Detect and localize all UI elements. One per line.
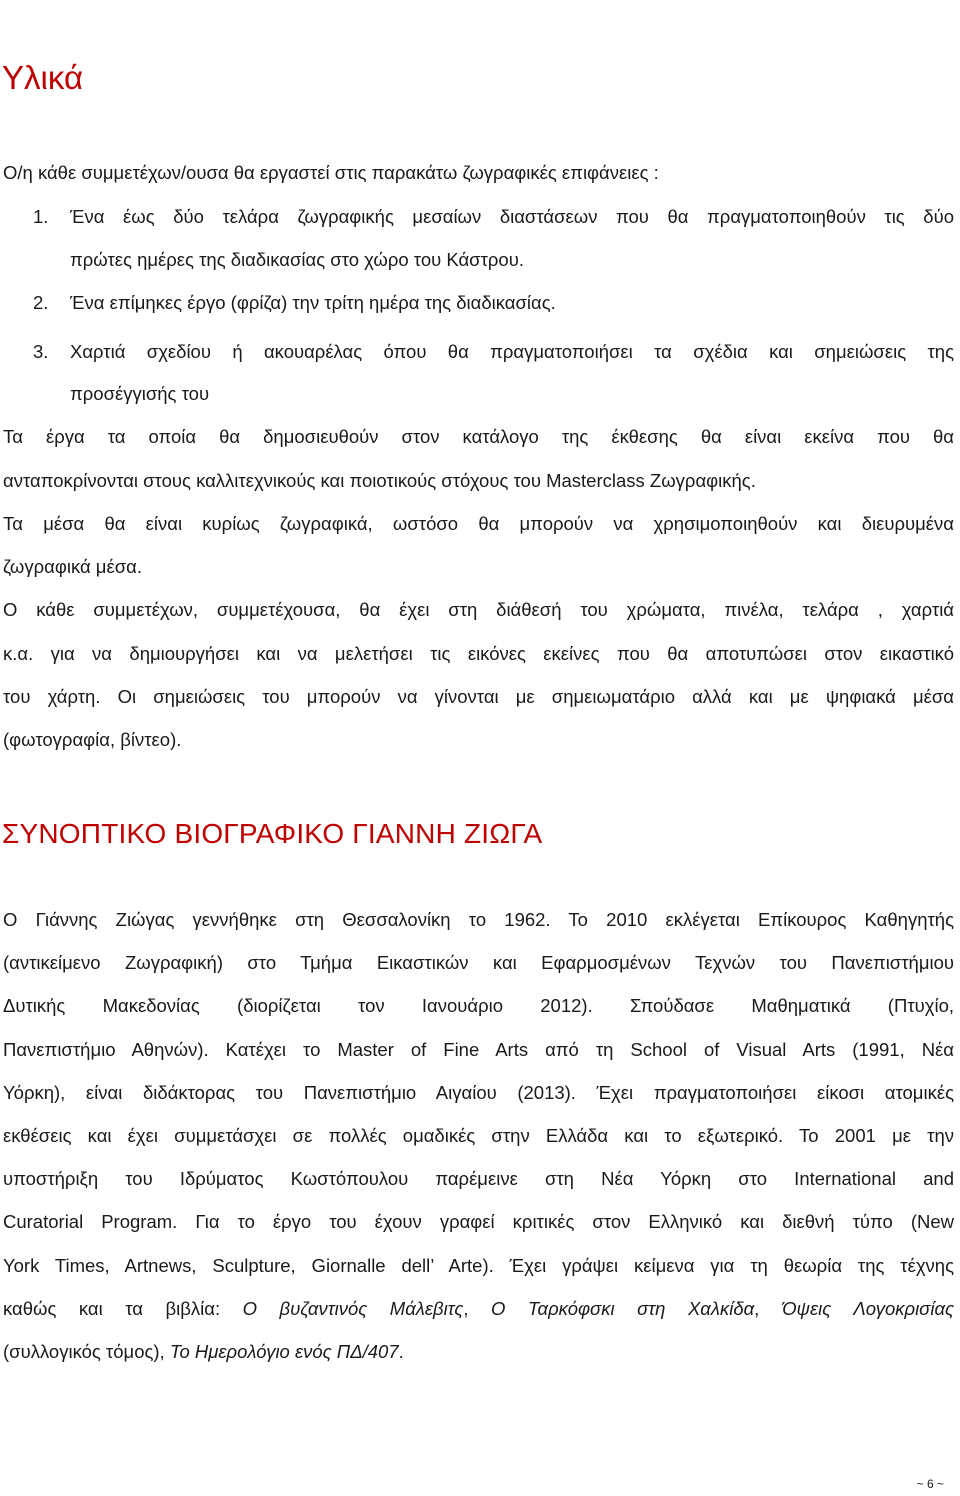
bio-text: (συλλογικός τόμος),	[3, 1341, 170, 1362]
bio-line: Curatorial Program. Για το έργο του έχουν γραφεί κριτικές στον Ελληνικό και διεθνή τύπο (New	[3, 1211, 954, 1232]
paragraph-line: του χάρτη. Οι σημειώσεις του μπορούν να γίνονται με σημειωματάριο αλλά και με ψηφιακά μέσα	[3, 686, 954, 707]
list-number: 1.	[33, 206, 49, 227]
bio-line: Υόρκη), είναι διδάκτορας του Πανεπιστήμιο Αιγαίου (2013). Έχει πραγματοποιήσει είκοσι ατομικές	[3, 1082, 954, 1103]
section-title-bio: ΣΥΝΟΠΤΙΚΟ ΒΙΟΓΡΑΦΙΚΟ ΓΙΑΝΝΗ ΖΙΩΓΑ	[2, 818, 543, 849]
materials-intro: Ο/η κάθε συμμετέχων/ουσα θα εργαστεί στις παρακάτω ζωγραφικές επιφάνειες :	[3, 162, 659, 183]
paragraph-line: Τα έργα τα οποία θα δημοσιευθούν στον κατάλογο της έκθεσης θα είναι εκείνα που θα	[3, 426, 954, 447]
bio-line-books	[3, 1295, 954, 1323]
bio-line-books-end	[3, 1338, 404, 1366]
paragraph-line: Τα μέσα θα είναι κυρίως ζωγραφικά, ωστόσο θα μπορούν να χρησιμοποιηθούν και διευρυμένα	[3, 513, 954, 534]
list-item-3-continued: προσέγγισής του	[70, 383, 210, 404]
bio-line: εκθέσεις και έχει συμμετάσχει σε πολλές ομαδικές στην Ελλάδα και το εξωτερικό. Το 2001 με την	[3, 1125, 954, 1146]
list-number: 3.	[33, 341, 49, 362]
list-item-1	[33, 203, 954, 231]
separator: ,	[754, 1298, 782, 1319]
list-item-text: Ένα επίμηκες έργο (φρίζα) την τρίτη ημέρα της διαδικασίας.	[70, 292, 556, 313]
bio-line: Δυτικής Μακεδονίας (διορίζεται τον Ιανουάριο 2012). Σπούδασε Μαθηματικά (Πτυχίο,	[3, 995, 954, 1016]
paragraph-line: (φωτογραφία, βίντεο).	[3, 729, 182, 750]
bio-line: (αντικείμενο Ζωγραφική) στο Τμήμα Εικαστικών και Εφαρμοσμένων Τεχνών του Πανεπιστήμιου	[3, 952, 954, 973]
paragraph-line: κ.α. για να δημιουργήσει και να μελετήσει τις εικόνες εκείνες που θα αποτυπώσει στον εικαστικό	[3, 643, 954, 664]
bio-line: Πανεπιστήμιο Αθηνών). Κατέχει το Master of Fine Arts από τη School of Visual Arts (1991, Νέα	[3, 1039, 954, 1060]
bio-line: υποστήριξη του Ιδρύματος Κωστόπουλου παρέμεινε στη Νέα Υόρκη στο International and	[3, 1168, 954, 1189]
list-item-text: Ένα έως δύο τελάρα ζωγραφικής μεσαίων διαστάσεων που θα πραγματοποιηθούν τις δύο	[70, 206, 954, 227]
book-title: Το Ημερολόγιο ενός ΠΔ/407	[169, 1341, 399, 1362]
bio-line: Ο Γιάννης Ζιώγας γεννήθηκε στη Θεσσαλονίκη το 1962. Το 2010 εκλέγεται Επίκουρος Καθηγητής	[3, 909, 954, 930]
list-item-text: Χαρτιά σχεδίου ή ακουαρέλας όπου θα πραγματοποιήσει τα σχέδια και σημειώσεις της	[70, 341, 954, 362]
separator: ,	[463, 1298, 491, 1319]
list-number: 2.	[33, 292, 49, 313]
page-number: ~ 6 ~	[916, 1477, 944, 1491]
paragraph-line: Ο κάθε συμμετέχων, συμμετέχουσα, θα έχει στη διάθεσή του χρώματα, πινέλα, τελάρα , χαρτιά	[3, 599, 954, 620]
bio-text: .	[398, 1341, 404, 1362]
book-title: Όψεις Λογοκρισίας	[781, 1298, 955, 1319]
book-title: Ο βυζαντινός Μάλεβιτς	[242, 1298, 464, 1319]
paragraph-line: ζωγραφικά μέσα.	[3, 556, 142, 577]
list-item-1-continued: πρώτες ημέρες της διαδικασίας στο χώρο του Κάστρου.	[70, 249, 524, 270]
list-item-2	[33, 289, 556, 317]
paragraph-line: ανταποκρίνονται στους καλλιτεχνικούς και ποιοτικούς στόχους του Masterclass Ζωγραφικής.	[3, 470, 756, 491]
book-title: Ο Ταρκόφσκι στη Χαλκίδα	[491, 1298, 755, 1319]
list-item-3	[33, 338, 954, 366]
bio-line: York Times, Artnews, Sculpture, Giornalle dell’ Arte). Έχει γράψει κείμενα για τη θεωρία της τέχνης	[3, 1255, 954, 1276]
section-title-materials: Υλικά	[2, 59, 84, 96]
bio-text: καθώς και τα βιβλία:	[3, 1298, 243, 1319]
